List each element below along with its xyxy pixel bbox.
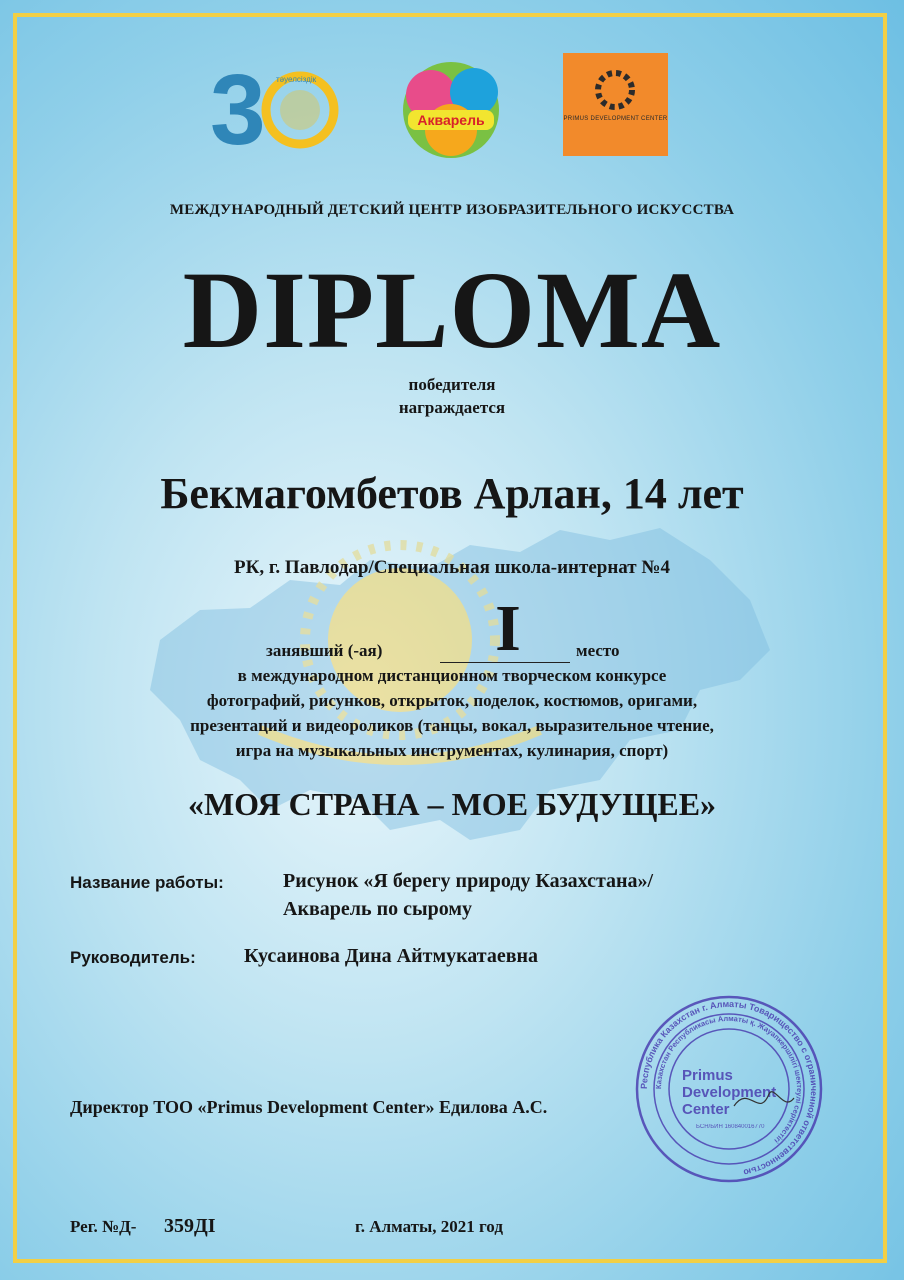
- work-title-label: Название работы:: [70, 873, 224, 892]
- work-title-line-2: Акварель по сырому: [283, 898, 472, 920]
- registration-label: Рег. №Д-: [70, 1217, 137, 1236]
- primus-logo-caption: PRIMUS DEVELOPMENT CENTER: [563, 116, 668, 122]
- description-line-1: в международном дистанционном творческом конкурсе: [237, 666, 667, 685]
- city-year: г. Алматы, 2021 год: [355, 1217, 503, 1236]
- svg-text:БСН/БИН 160840016770: БСН/БИН 160840016770: [696, 1124, 765, 1130]
- official-stamp: [634, 994, 824, 1184]
- description-line-3: презентаций и видеороликов (танцы, вокал, выразительное чтение,: [190, 716, 714, 735]
- description-line-2: фотографий, рисунков, открыток, поделок, костюмов, оригами,: [206, 691, 698, 710]
- diploma-title: DIPLOMA: [182, 249, 722, 371]
- description-line-4: игра на музыкальных инструментах, кулинария, спорт): [235, 741, 669, 760]
- svg-text:3: 3: [210, 54, 266, 158]
- award-line-1: победителя: [408, 375, 496, 394]
- svg-text:Акварель: Акварель: [417, 112, 485, 128]
- work-title-line-1: Рисунок «Я берегу природу Казахстана»/: [283, 870, 654, 892]
- place-prefix: занявший (-ая): [266, 641, 383, 660]
- anniversary-30-logo: [210, 52, 340, 158]
- supervisor-name: Кусаинова Дина Айтмукатаевна: [244, 945, 539, 967]
- recipient-location: РК, г. Павлодар/Специальная школа-интернат №4: [234, 557, 670, 578]
- registration-number: 359ДІ: [164, 1215, 216, 1237]
- contest-name: «МОЯ СТРАНА – МОЕ БУДУЩЕЕ»: [187, 786, 717, 822]
- place-suffix: место: [576, 641, 620, 660]
- director-line: Директор ТОО «Primus Development Center» Едилова А.С.: [70, 1097, 548, 1117]
- organization-header: МЕЖДУНАРОДНЫЙ ДЕТСКИЙ ЦЕНТР ИЗОБРАЗИТЕЛЬНОГО ИСКУССТВА: [169, 202, 735, 218]
- svg-text:Республика Казахстан г. Алматы: Республика Казахстан г. Алматы Товарищество с ограниченной ответственностью: [638, 998, 820, 1178]
- primus-development-center-logo: [563, 53, 668, 156]
- svg-text:Center: Center: [682, 1101, 730, 1118]
- place-value: I: [495, 592, 521, 665]
- svg-text:Primus: Primus: [682, 1067, 733, 1084]
- award-line-2: награждается: [398, 398, 506, 417]
- recipient-name: Бекмагомбетов Арлан, 14 лет: [160, 469, 744, 518]
- svg-text:Development: Development: [682, 1084, 777, 1101]
- svg-text:тәуелсіздік: тәуелсіздік: [276, 75, 317, 84]
- supervisor-label: Руководитель:: [70, 948, 196, 967]
- akvarel-logo: [396, 60, 506, 160]
- svg-text:Казахстан Республикасы Алматы: Казахстан Республикасы Алматы қ. Жауапкершілігі шектеулі серіктестігі: [653, 1013, 805, 1146]
- place-underline: [440, 662, 570, 663]
- primus-globe-icon: [563, 53, 668, 113]
